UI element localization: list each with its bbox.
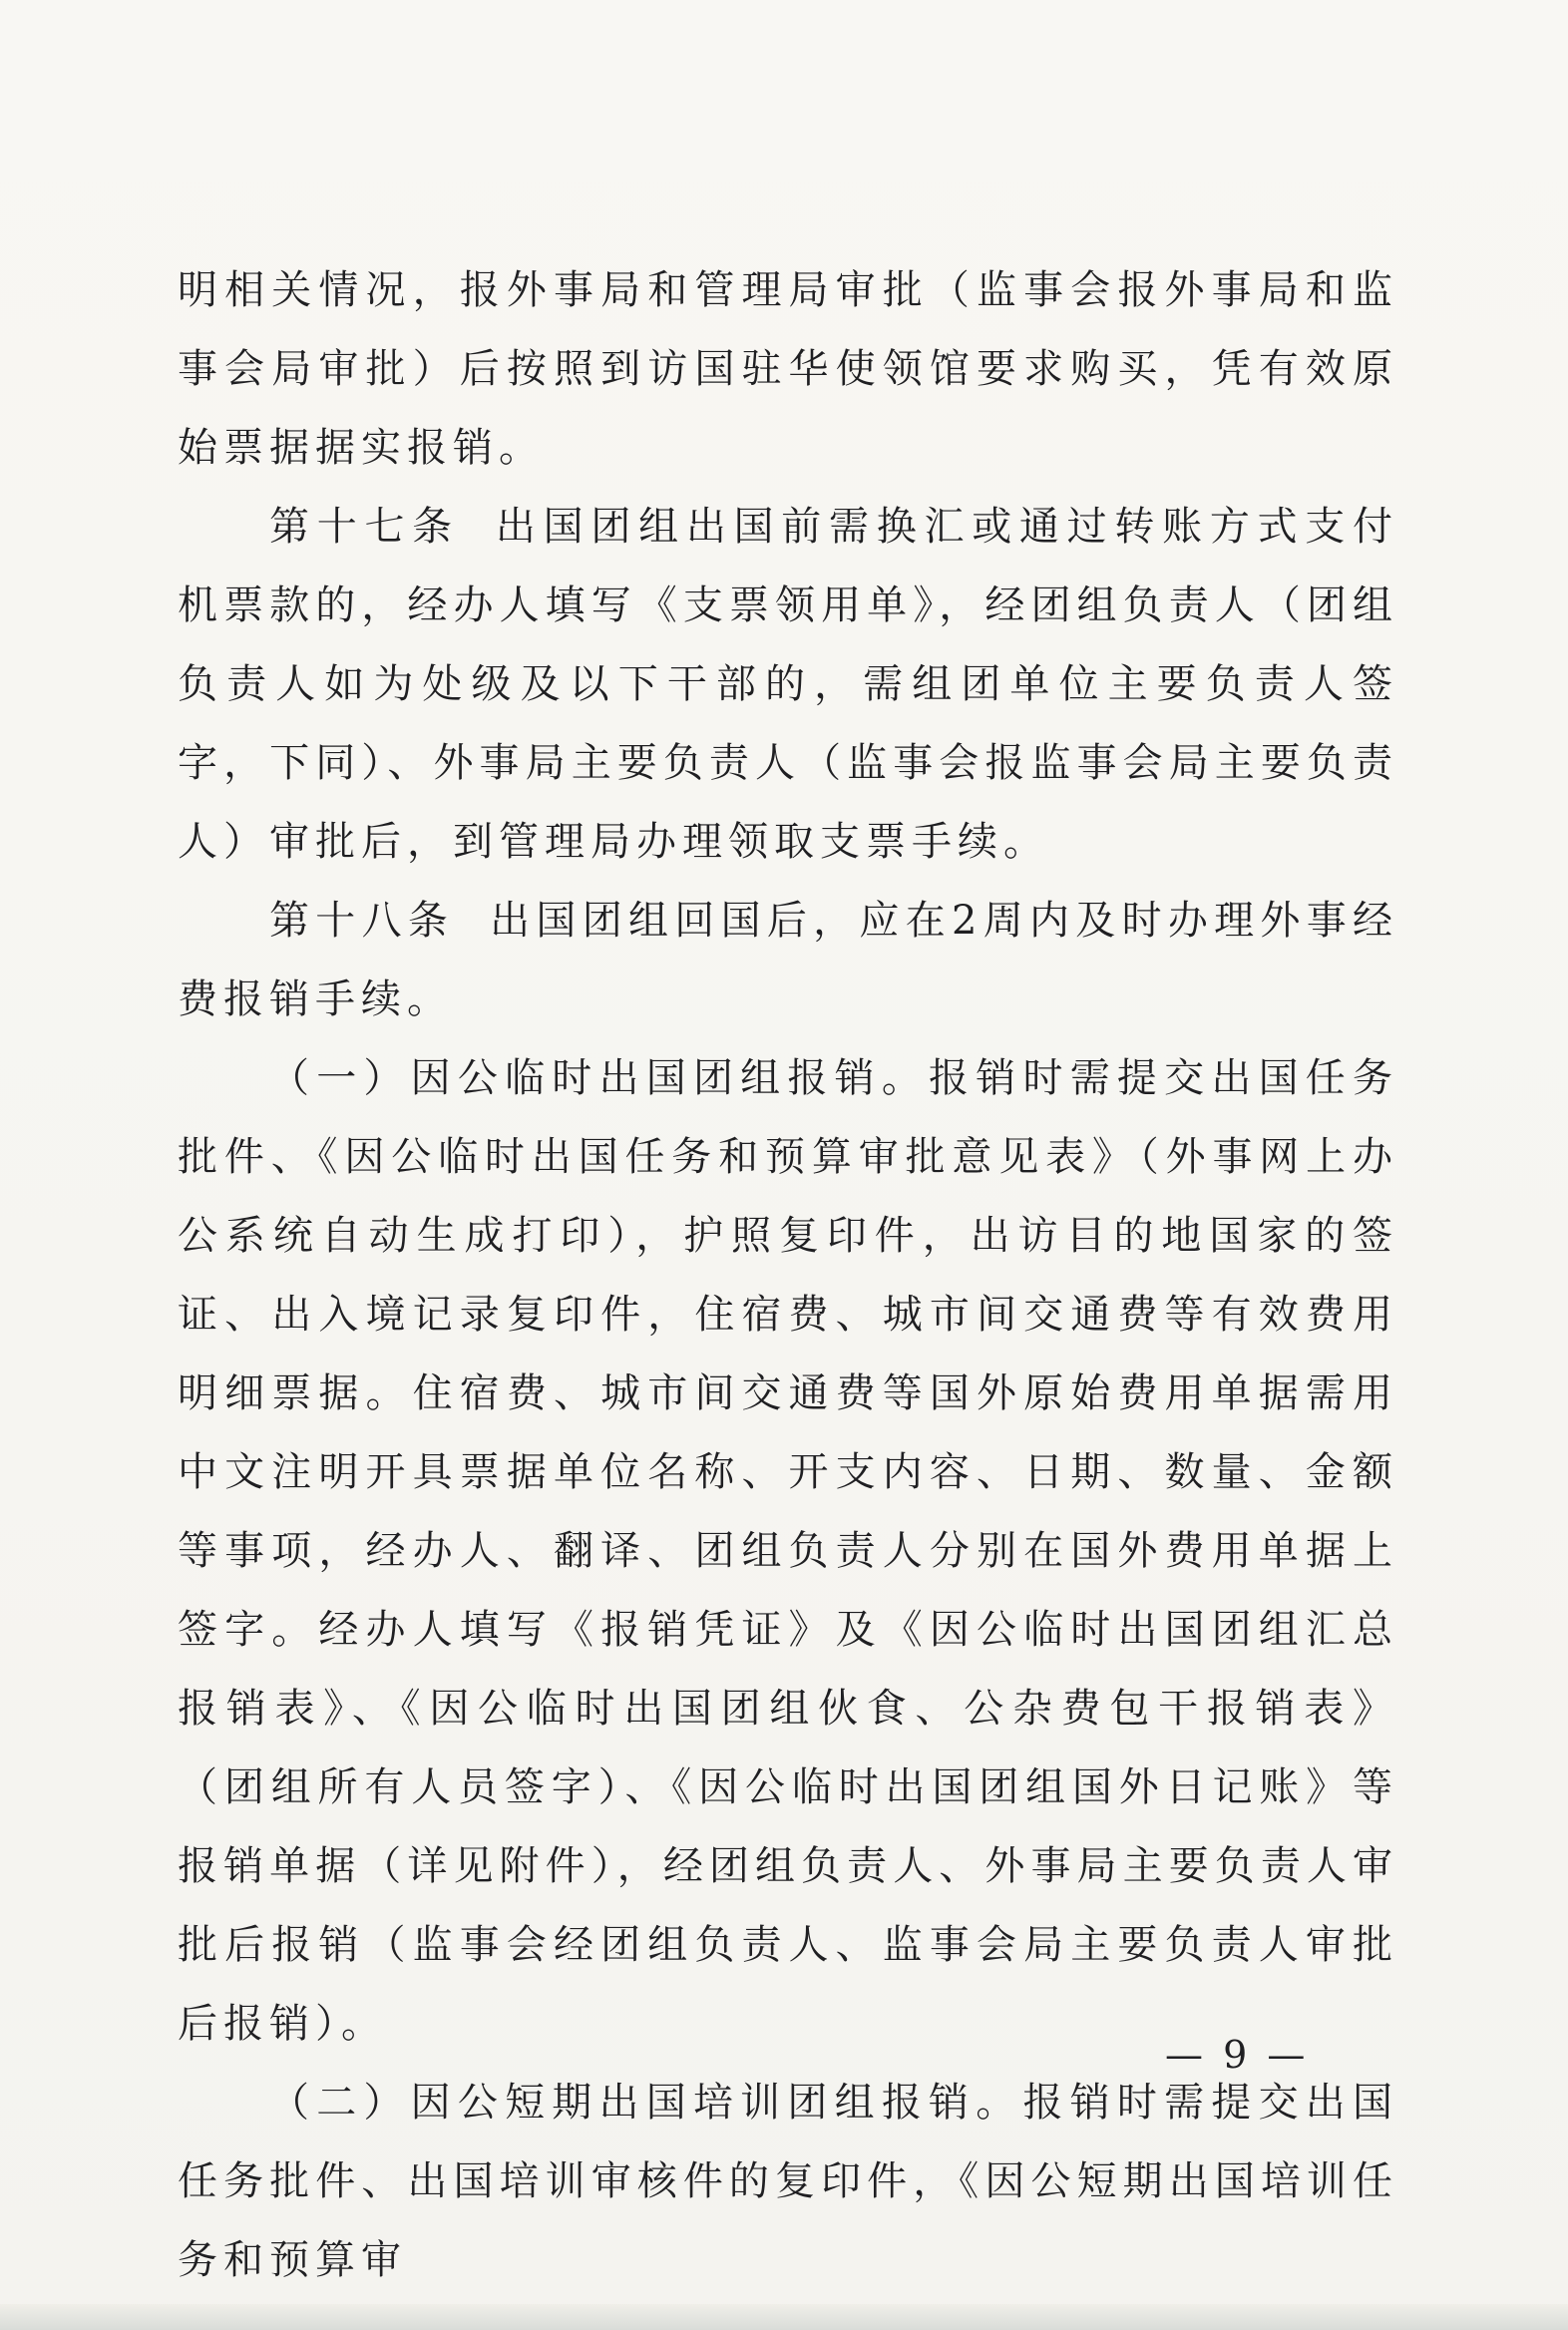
page-number: — 9 — [1165, 2033, 1310, 2077]
paragraph-continuation [178, 251, 1398, 488]
scan-edge [0, 2304, 1568, 2330]
paragraph-text: （二）因公短期出国培训团组报销。报销时需提交出国任务批件、出国培训审核件的复印件，《因公短期出国培训任务和预算审 [178, 2080, 1398, 2283]
article-number: 第十八条 [269, 898, 455, 944]
paragraph-text: 出国团组回国后，应在2周内及时办理外事经费报销手续。 [178, 898, 1398, 1022]
paragraph-item-2 [178, 2064, 1398, 2300]
document-body [178, 251, 1398, 2300]
paragraph-article-18 [178, 882, 1398, 1039]
article-number: 第十七条 [269, 504, 460, 550]
paragraph-text: 明相关情况，报外事局和管理局审批（监事会报外事局和监事会局审批）后按照到访国驻华使领馆要求购买，凭有效原始票据据实报销。 [178, 267, 1398, 471]
paragraph-text: 出国团组出国前需换汇或通过转账方式支付机票款的，经办人填写《支票领用单》，经团组负责人（团组负责人如为处级及以下干部的，需组团单位主要负责人签字，下同）、外事局主要负责人（监事会报监事会局主要负责人）审批后，到管理局办理领取支票手续。 [178, 504, 1399, 865]
paragraph-item-1 [178, 1039, 1398, 2064]
paragraph-article-17 [178, 488, 1398, 882]
paragraph-text: （一）因公临时出国团组报销。报销时需提交出国任务批件、《因公临时出国任务和预算审批意见表》（外事网上办公系统自动生成打印），护照复印件，出访目的地国家的签证、出入境记录复印件，住宿费、城市间交通费等有效费用明细票据。住宿费、城市间交通费等国外原始费用单据需用中文注明开具票据单位名称、开支内容、日期、数量、金额等事项，经办人、翻译、团组负责人分别在国外费用单据上签字。经办人填写《报销凭证》及《因公临时出国团组汇总报销表》、《因公临时出国团组伙食、公杂费包干报销表》（团组所有人员签字）、《因公临时出国团组国外日记账》等报销单据（详见附件），经团组负责人、外事局主要负责人审批后报销（监事会经团组负责人、监事会局主要负责人审批后报销）。 [178, 1055, 1398, 2047]
